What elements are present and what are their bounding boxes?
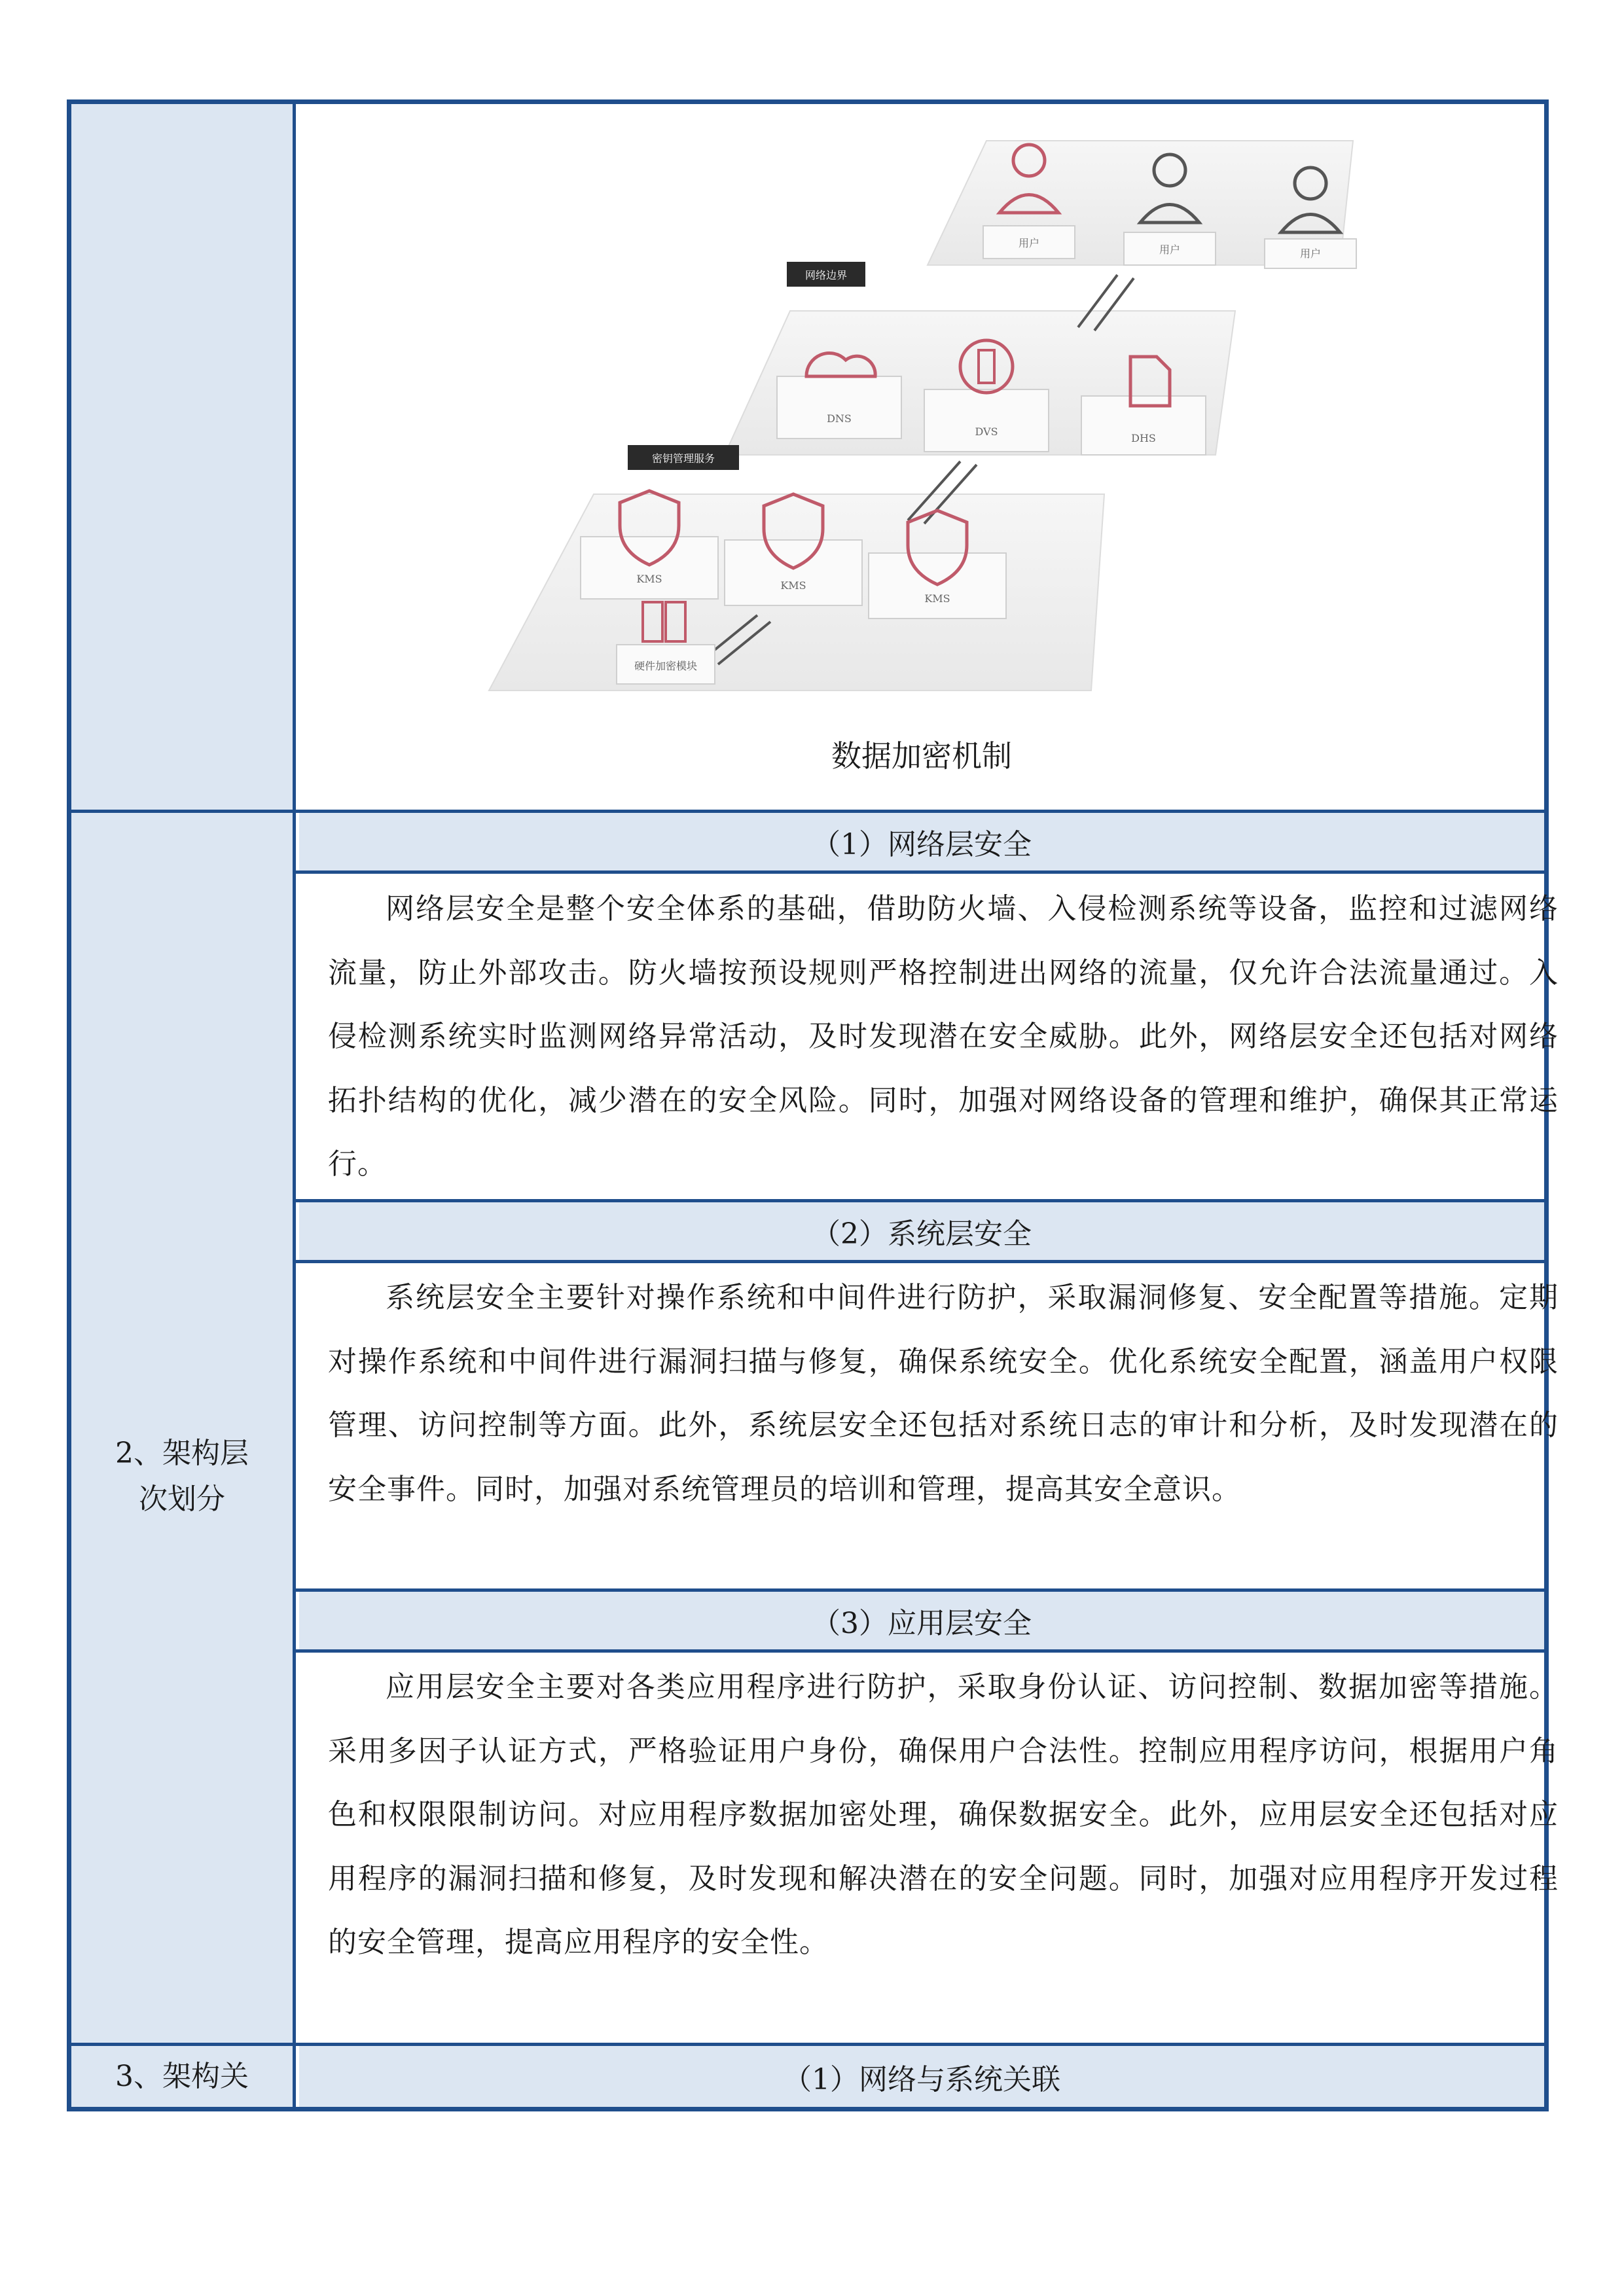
- section3-label: 3、架构关: [115, 2060, 249, 2093]
- tier2-label: DVS: [975, 425, 998, 438]
- section2-label-line2: 次划分: [139, 1482, 225, 1516]
- tier1-label: 用户: [1299, 247, 1322, 260]
- subsection-body: 系统层安全主要针对操作系统和中间件进行防护，采取漏洞修复、安全配置等措施。定期对操作系统和中间件进行漏洞扫描与修复，确保系统安全。优化系统安全配置，涵盖用户权限管理、访问控制等方面。此外，系统层安全还包括对系统日志的审计和分析，及时发现潜在的安全事件。同时，加强对系统管理员的培训和管理，提高其安全意识。: [328, 1281, 1559, 1506]
- subsection-title: （1）网络与系统关联: [299, 2046, 1544, 2107]
- row-divider: [296, 1260, 1544, 1263]
- figure-caption: 数据加密机制: [831, 738, 1012, 774]
- subsection-body: 应用层安全主要对各类应用程序进行防护，采取身份认证、访问控制、数据加密等措施。采用多因子认证方式，严格验证用户身份，确保用户合法性。控制应用程序访问，根据用户角色和权限限制访问。对应用程序数据加密处理，确保数据安全。此外，应用层安全还包括对应用程序的漏洞扫描和修复，及时发现和解决潜在的安全问题。同时，加强对应用程序开发过程的安全管理，提高应用程序的安全性。: [328, 1670, 1559, 1959]
- subsection-body: 网络层安全是整个安全体系的基础，借助防火墙、入侵检测系统等设备，监控和过滤网络流量，防止外部攻击。防火墙按预设规则严格控制进出网络的流量，仅允许合法流量通过。入侵检测系统实时监测网络异常活动，及时发现潜在安全威胁。此外，网络层安全还包括对网络拓扑结构的优化，减少潜在的安全风险。同时，加强对网络设备的管理和维护，确保其正常运行。: [328, 892, 1559, 1181]
- tier3-tag-text: 密钥管理服务: [651, 452, 715, 465]
- tier2-label: DHS: [1131, 432, 1156, 444]
- row-divider: [296, 1649, 1544, 1653]
- subsection-title: （1）网络层安全: [299, 813, 1544, 870]
- tier1-label: 用户: [1018, 237, 1040, 249]
- row-divider: [296, 870, 1544, 874]
- section2-label: [71, 1431, 293, 1522]
- tier3-label: KMS: [636, 573, 662, 585]
- subsection-title: （3）应用层安全: [299, 1592, 1544, 1649]
- hsm-label: 硬件加密模块: [634, 660, 698, 672]
- subsection-title: （2）系统层安全: [299, 1202, 1544, 1260]
- content-table: [67, 99, 1559, 2111]
- left-label-column: [71, 104, 296, 2107]
- tier3-label: KMS: [780, 579, 806, 592]
- section2-label-line1: 2、架构层: [115, 1437, 249, 1470]
- tier1-label: 用户: [1159, 243, 1181, 256]
- tier2-tag-text: 网络边界: [804, 269, 848, 281]
- tier2-label: DNS: [827, 412, 852, 425]
- tier3-label: KMS: [924, 592, 950, 605]
- encryption-diagram: [450, 115, 1426, 710]
